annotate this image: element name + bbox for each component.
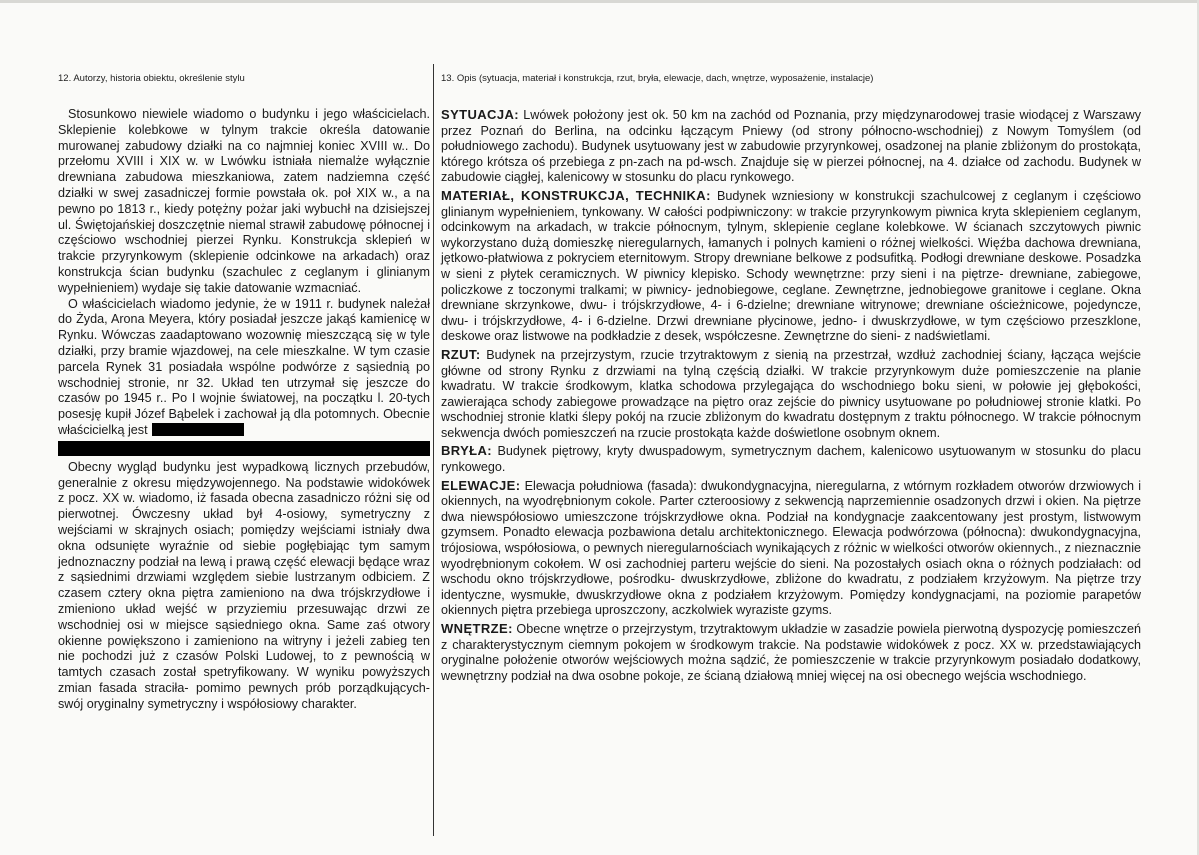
text-bryla: Budynek piętrowy, kryty dwuspadowym, symetrycznym dachem, kalenicowo usytuowanym w stosunku do placu rynkowego. (441, 444, 1141, 475)
text-rzut: Budynek na przejrzystym, rzucie trzytraktowym z sienią na przestrzał, wzdłuż zachodniej ściany, łącząca wejście główne od strony Rynku z drzwiami na tylną częścią działki. W trakcie przyrynkowym duże pomieszczenie na planie kwadratu. W trakcie środkowym, klatka schodowa przylegająca do wschodniego boku sieni, w połowie jej głębokości, zawierająca schody zabiegowe prowadzące na piętro oraz zejście do piwnicy usytuowane po południowej stronie klatki. Po wschodniej stronie klatki ślepy pokój na rzucie zbliżonym do kwadratu dostępnym z traktu północnego. W trakcie północnym sekwencja dwóch pomieszczeń na rzucie prostokąta każde doświetlone osobnym oknem. (441, 347, 1141, 440)
description-column (441, 107, 1141, 686)
text-wnetrze: Obecne wnętrze o przejrzystym, trzytraktowym układzie w zasadzie powiela pierwotną dyspozycję pomieszczeń z charakterystycznym ciemnym pokojem w środkowym trakcie. Na podstawie widokówek z pocz. XX w. przedstawiających oryginalne położenie otworów wejściowych można sądzić, że pomieszczenie w trakcie przyrynkowym posiadało dodatkowy, wewnętrzny podział na dwa osobne pokoje, ze ścianą działową mniej więcej na osi obecnego wejścia wschodniego. (441, 622, 1141, 683)
scan-edge (0, 0, 1199, 3)
history-paragraph-2 (58, 297, 430, 439)
history-column (58, 107, 430, 712)
column-divider (433, 64, 434, 836)
section-sytuacja (441, 107, 1141, 186)
history-paragraph-3: Obecny wygląd budynku jest wypadkową licznych przebudów, generalnie z okresu międzywojennego. Na podstawie widokówek z pocz. XX w. wiadomo, iż fasada obecna zasadniczo różni się od pierwotnej. Ówczesny układ był 4-osiowy, symetryczny z wejściami w skrajnych osiach; pomiędzy wejściami istniały dwa okna odsunięte wyraźnie od siebie pogłębiając tym samym jednoznaczny podział na lewą i prawą część elewacji będące wraz z sąsiednimi drzwiami względem siebie lustrzanym odbiciem. Z czasem cztery okna piętra zamieniono na dwa trójskrzydłowe i zmieniono układ wejść w przyziemiu przesuwając drzwi ze wschodniej osi w miejsce sąsiedniego okna. Same zaś otwory okienne powiększono i zamieniono na witryny i jeżeli zabieg ten nie pochodzi już z czasów Polski Ludowej, to z pewnością w tamtych czasach został spetryfikowany. W wyniku powyższych zmian fasada straciła- pomimo pewnych prób porządkujących- swój oryginalny symetryczny i współosiowy charakter. (58, 459, 430, 711)
label-bryla: BRYŁA: (441, 443, 493, 459)
history-paragraph-1: Stosunkowo niewiele wiadomo o budynku i jego właścicielach. Sklepienie kolebkowe w tylnym trakcie określa datowanie murowanej zabudowy działki na co najmniej koniec XVIII w.. Do przełomu XVIII i XIX w. w Lwówku istniała niemalże wyłącznie drewniana zabudowa mieszkaniowa, zatem nadziemna część działki w swej zasadniczej formie powstała ok. poł XIX w., a na pewno po 1813 r., kiedy potężny pożar jaki wybuchł na dzisiejszej ul. Świętojańskiej doszczętnie niemal strawił zabudowę północnej i częściowo wschodniej pierzei Rynku. Konstrukcja sklepień w trakcie przyrynkowym (sklepienie odcinkowe na arkadach) oraz konstrukcja ścian budynku (szachulec z ceglanym i glinianym wypełnieniem) wydaje się takie datowanie wzmacniać. (58, 107, 430, 295)
section-13-header: 13. Opis (sytuacja, materiał i konstrukcja, rzut, bryła, elewacje, dach, wnętrze, wyposażenie, instalacje) (441, 73, 874, 84)
section-material (441, 188, 1141, 345)
text-elewacje: Elewacja południowa (fasada): dwukondygnacyjna, nieregularna, z wtórnym rozkładem otworów drzwiowych i okiennych, na wyodrębnionym cokole. Parter czteroosiowy z sekwencją naprzemiennie osadzonych drzwi i okien. Na piętrze dwa niewspółosiowo umieszczone trójskrzydłowe okna. Podział na kondygnacje zaakcentowany jest prostym, listwowym gzymsem. Ponadto elewacja pozbawiona detalu architektonicznego. Elewacja podwórzowa (północna): dwukondygnacyjna, trójosiowa, współosiowa, o pewnych nieregularnościach wynikających z różnic w wielkości otworów okiennych., z nieznacznie wyodrębnionym cokołem. W osi zachodniej parteru wejście do sieni. Na pozostałych osiach okna o różnych podziałach: od wschodu okno trójskrzydłowe, pośrodku- dwuskrzydłowe, zbliżone do kwadratu, z podziałem krzyżowym. Na piętrze trzy identyczne, wysmukłe, dwuskrzydłowe okna z podziałem krzyżowym. Pomiędzy kondygnacjami, na poziomie parapetów okiennych piętra przebiega uproszczony, aczkolwiek wyraziste gzyms. (441, 478, 1141, 618)
section-elewacje (441, 478, 1141, 619)
owners-text: O właścicielach wiadomo jedynie, że w 1911 r. budynek należał do Żyda, Arona Meyera, który posiadał jeszcze jakąś kamienicę w Rynku. Wówczas zaadaptowano wozownię mieszczącą się w tyle działki, przy bramie wjazdowej, na cele mieszkalne. W tym czasie parcela Rynek 31 posiadała wspólne podwórze z sąsiednią po wschodniej stronie, nr 32. Układ ten utrzymał się jeszcze do czasów po 1945 r.. Po I wojnie światowej, na początku l. 20-tych posesję kupił Józef Bąbelek i zachował ją dla potomnych. Obecnie właścicielką jest (58, 296, 430, 437)
section-wnetrze (441, 621, 1141, 684)
label-elewacje: ELEWACJE: (441, 477, 521, 493)
text-material: Budynek wzniesiony w konstrukcji szachulcowej z ceglanym i częściowo glinianym wypełnieniem, tynkowany. W całości podpiwniczony: w trakcie przyrynkowym piwnica kryta sklepieniem ceglanym, odcinkowym na arkadach, w trakcie północnym, tylnym, sklepienie ceglane kolebkowe. W ścianach szczytowych piwnic wykorzystano dużą domieszkę nieregularnych, łamanych i polnych kamieni o różnej wielkości. Więźba dachowa drewniana, jętkowo-płatwiowa z pokryciem eternitowym. Stropy drewniane belkowe z podsufitką. Podłogi drewniane deskowe. Posadzka w sieni z płytek ceramicznych. W piwnicy klepisko. Schody wewnętrzne: przy sieni i na piętrze- drewniane, zabiegowe, policzkowe z toczonymi tralkami; w piwnicy- jednobiegowe, ceglane. Zewnętrzne, jednobiegowe granitowe i ceglane. Okna drewniane skrzynkowe, dwu- i trójskrzydłowe, 4- i 6-dzielne; drewniane witrynowe; drewniane ościeżnicowe, pojedyncze, dwu- i trójskrzydłowe, 4- i 6-dzielne. Drzwi drewniane płycinowe, jedno- i dwuskrzydłowe, w tym częściowo przeszklone, deskowe oraz listwowe na podkładzie z desek, współczesne. Zewnętrzne do sieni- z nadświetlami. (441, 188, 1141, 344)
section-12-header: 12. Autorzy, historia obiektu, określenie stylu (58, 73, 245, 84)
label-rzut: RZUT: (441, 346, 481, 362)
section-bryla (441, 443, 1141, 475)
section-rzut (441, 347, 1141, 442)
redaction-inline (152, 423, 244, 436)
label-wnetrze: WNĘTRZE: (441, 621, 513, 636)
text-sytuacja: Lwówek położony jest ok. 50 km na zachód od Poznania, przy międzynarodowej trasie wiodącej z Warszawy przez Poznań do Berlina, na odcinku łączącym Pniewy (od strony północno-wschodniej) z Nowym Tomyślem (od południowego zachodu). Budynek usytuowany jest w zabudowie przyrynkowej, osadzonej na planie zbliżonym do prostokąta, którego krótsza oś przebiega z pn-zach na pd-wsch. Znajduje się w pierzei północnej, na 4. działce od zachodu. Budynek w zabudowie ciągłej, kalenicowy w stosunku do placu rynkowego. (441, 108, 1141, 185)
label-material: MATERIAŁ, KONSTRUKCJA, TECHNIKA: (441, 187, 711, 203)
label-sytuacja: SYTUACJA: (441, 107, 519, 122)
redaction-block (58, 441, 430, 456)
